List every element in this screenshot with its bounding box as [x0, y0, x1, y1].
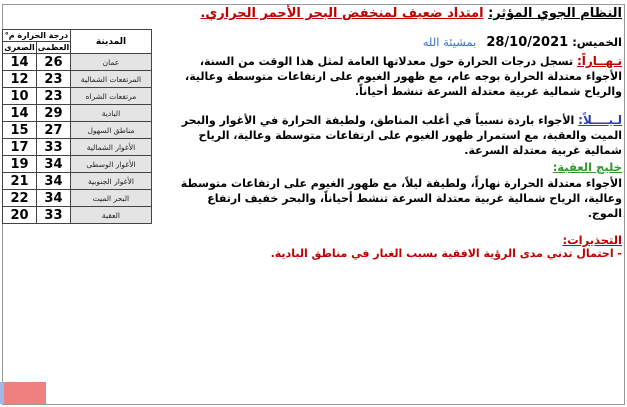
table-row [3, 156, 152, 173]
blue-corner-strip [0, 382, 4, 404]
max-temp-cell: 34 [36, 173, 70, 190]
night-forecast [180, 113, 622, 158]
gulf-text: الأجواء معتدلة الحرارة نهاراً، ولطيفة ليلاً، مع ظهور الغيوم على ارتفاعات متوسطة وعالية، الرياح شمالية غربية معتدلة السرعة تنشط أحياناً، والبحر خفيف ارتفاع الموج. [180, 177, 622, 220]
city-cell: البحر الميت [70, 190, 151, 207]
warnings-label: التحذيرات: [562, 233, 622, 247]
min-temp-cell: 21 [3, 173, 37, 190]
day-name: الخميس: [572, 35, 622, 49]
date-value: 28/10/2021 [486, 35, 569, 50]
max-temp-cell: 23 [36, 71, 70, 88]
table-row [3, 105, 152, 122]
max-temp-cell: 23 [36, 88, 70, 105]
city-cell: مرتفعات الشراه [70, 88, 151, 105]
day-forecast [180, 54, 622, 99]
min-temp-cell: 22 [3, 190, 37, 207]
table-row [3, 173, 152, 190]
temperature-table [2, 29, 152, 224]
min-temp-cell: 17 [3, 139, 37, 156]
max-temp-cell: 26 [36, 54, 70, 71]
max-temp-cell: 27 [36, 122, 70, 139]
min-temp-cell: 12 [3, 71, 37, 88]
city-cell: مناطق السهول [70, 122, 151, 139]
max-temp-cell: 33 [36, 207, 70, 224]
min-temp-cell: 19 [3, 156, 37, 173]
day-label: نـهــاراً: [576, 54, 622, 68]
title-key: النظام الجوي المؤثر: [488, 6, 622, 21]
city-cell: الأغوار الشمالية [70, 139, 151, 156]
gulf-label: خليج العقبة: [552, 160, 622, 174]
min-temp-cell: 14 [3, 105, 37, 122]
min-temp-cell: 15 [3, 122, 37, 139]
city-cell: العقبة [70, 207, 151, 224]
title-value: امتداد ضعيف لمنخفض البحر الأحمر الحراري. [200, 6, 484, 21]
night-text: الأجواء باردة نسبياً في أغلب المناطق، ولطيفة الحرارة في الأغوار والبحر الميت والعقبة، مع استمرار ظهور الغيوم على ارتفاعات متوسطة وعالية، الرياح شمالية غربية معتدلة السرعة. [181, 114, 622, 157]
warnings-text: - احتمال تدني مدى الرؤية الافقية بسبب الغبار في مناطق البادية. [270, 247, 622, 260]
city-cell: البادية [70, 105, 151, 122]
max-temp-cell: 29 [36, 105, 70, 122]
min-column-header: الصغرى [4, 43, 35, 52]
max-temp-cell: 34 [36, 190, 70, 207]
day-text: تسجل درجات الحرارة حول معدلاتها العامة لمثل هذا الوقت من السنة، الأجواء معتدلة الحرارة بوجه عام، مع ظهور الغيوم على ارتفاعات متوسطة وعالية، والرياح شمالية غربية معتدلة السرعة تنشط أحياناً. [185, 55, 622, 98]
table-row [3, 122, 152, 139]
table-row [3, 71, 152, 88]
weather-system-title [180, 6, 622, 21]
table-row [3, 88, 152, 105]
table-row [3, 139, 152, 156]
table-row [3, 190, 152, 207]
city-cell: المرتفعات الشمالية [70, 71, 151, 88]
city-column-header: المدينة [70, 30, 151, 54]
table-row [3, 54, 152, 71]
max-temp-cell: 33 [36, 139, 70, 156]
city-cell: الأغوار الوسطى [70, 156, 151, 173]
min-temp-cell: 14 [3, 54, 37, 71]
forecast-column [180, 6, 622, 260]
max-temp-cell: 34 [36, 156, 70, 173]
red-corner-block [2, 382, 46, 404]
blessing-text: بمشيئة الله [422, 35, 477, 49]
table-row [3, 207, 152, 224]
city-cell: الأغوار الجنوبية [70, 173, 151, 190]
date-line [180, 35, 622, 50]
min-temp-cell: 10 [3, 88, 37, 105]
max-column-header: العظمى [37, 43, 70, 52]
min-temp-cell: 20 [3, 207, 37, 224]
city-cell: عمان [70, 54, 151, 71]
temperature-column-header: درجة الحرارة م° [3, 30, 71, 42]
night-label: لـيــــلاً: [578, 113, 622, 127]
